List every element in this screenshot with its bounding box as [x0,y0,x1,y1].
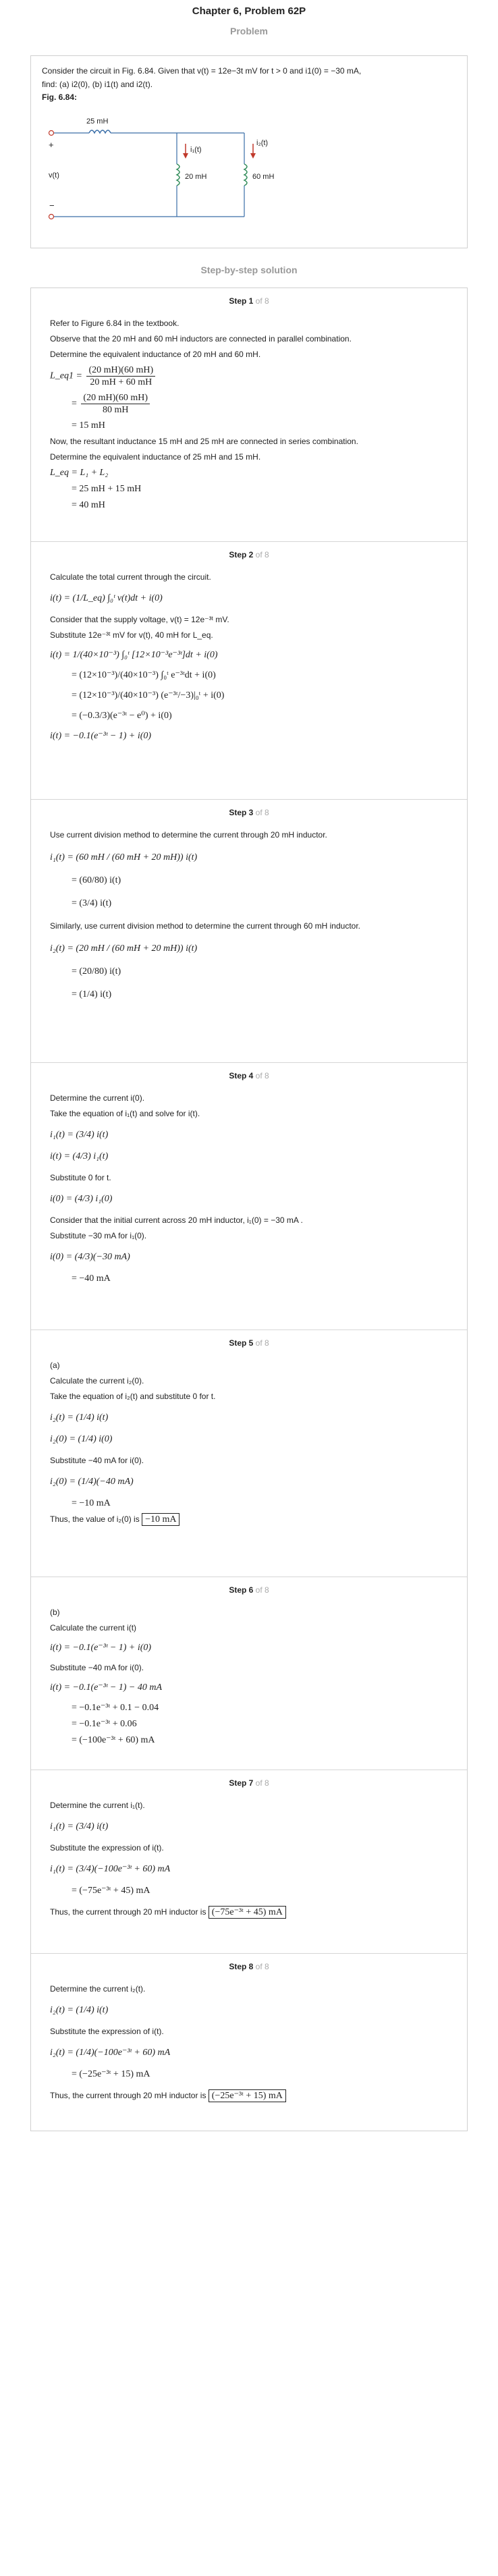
step-1-text: Refer to Figure 6.84 in the textbook. [50,319,179,328]
step-3-equation: = (1/4) i(t) [72,989,112,999]
step-8-text: Determine the current i₂(t). [50,1984,146,1994]
step-8-answer: Thus, the current through 20 mH inductor is (−25e⁻³ᵗ + 15) mA [50,2090,448,2102]
step-1-text: Now, the resultant inductance 15 mH and 25 mH are connected in series combination. [50,437,358,446]
step-4-text: Consider that the initial current across 20 mH inductor, i₁(0) = −30 mA . [50,1215,303,1225]
step-1-text: Determine the equivalent inductance of 25 mH and 15 mH. [50,452,261,462]
step-5-text: Calculate the current i₂(0). [50,1376,144,1386]
step-7-equation: i₁(t) = (3/4)(−100e⁻³ᵗ + 60) mA [50,1864,171,1874]
step-8 [31,1954,467,2131]
step-6-text: (b) [50,1608,60,1617]
step-1-equation: = 25 mH + 15 mH [72,484,142,494]
step-3-equation: = (20/80) i(t) [72,966,121,977]
step-7-text: Substitute the expression of i(t). [50,1843,164,1853]
step-3-text: Use current division method to determine the current through 20 mH inductor. [50,830,327,840]
step-4-equation: = −40 mA [72,1273,111,1284]
step-3-equation: = (60/80) i(t) [72,875,121,885]
current-arrow-i1-icon [183,153,188,159]
circuit-diagram [42,103,275,231]
step-8-equation: = (−25e⁻³ᵗ + 15) mA [72,2069,150,2079]
step-8-equation: i₂(t) = (1/4)(−100e⁻³ᵗ + 60) mA [50,2048,171,2058]
steps-card [30,287,468,2131]
step-7-equation: i₁(t) = (3/4) i(t) [50,1821,109,1832]
step-4-text: Take the equation of i₁(t) and solve for i(t). [50,1109,200,1118]
inductor-25mh-icon [89,130,111,133]
label-20mh: 20 mH [185,173,207,181]
step-6-equation: = (−100e⁻³ᵗ + 60) mA [72,1735,155,1745]
label-25mh: 25 mH [86,117,109,126]
step-5-text: (a) [50,1361,60,1370]
current-arrow-i2-icon [250,153,256,159]
step-5-equation: i₂(0) = (1/4) i(0) [50,1434,113,1444]
step-1-heading: Step 1 of 8 [229,296,269,306]
step-8-text: Substitute the expression of i(t). [50,2027,164,2036]
step-7-answer: Thus, the current through 20 mH inductor is (−75e⁻³ᵗ + 45) mA [50,1907,448,1918]
step-2-equation: = (12×10⁻³)/(40×10⁻³) ∫₀ᵗ e⁻³ᵗdt + i(0) [72,670,216,680]
step-8-heading: Step 8 of 8 [229,1962,269,1971]
problem-card [30,55,468,248]
step-3-heading: Step 3 of 8 [229,808,269,817]
step-2-equation: i(t) = −0.1(e⁻³ᵗ − 1) + i(0) [50,731,152,741]
step-8-equation: i₂(t) = (1/4) i(t) [50,2005,109,2015]
plus-sign: + [49,140,54,150]
step-4-equation: i₁(t) = (3/4) i(t) [50,1130,109,1140]
step-5-text: Substitute −40 mA for i(0). [50,1456,144,1465]
step-1-equation: = 15 mH [72,420,105,431]
label-60mh: 60 mH [252,173,275,181]
step-6-text: Substitute −40 mA for i(0). [50,1663,144,1672]
inductor-20mh-icon [177,164,179,186]
step-5-equation: i₂(t) = (1/4) i(t) [50,1413,109,1423]
source-label: v(t) [49,171,59,180]
step-4-equation: i(t) = (4/3) i₁(t) [50,1151,109,1161]
step-7-text: Determine the current i₁(t). [50,1801,145,1810]
step-4 [31,1063,467,1330]
step-1-equation: L_eq = L₁ + L₂ [50,468,109,478]
step-2-heading: Step 2 of 8 [229,550,269,559]
step-3 [31,800,467,1063]
inductor-60mh-icon [244,164,247,186]
step-6-heading: Step 6 of 8 [229,1585,269,1595]
step-6-equation: i(t) = −0.1(e⁻³ᵗ − 1) + i(0) [50,1643,152,1653]
step-2-text: Calculate the total current through the circuit. [50,572,211,582]
step-3-text: Similarly, use current division method to determine the current through 60 mH inductor. [50,921,360,931]
step-1-equation: = $\frac{(20 mH)(60 mH)}{80 mH}$ [50,392,448,416]
step-1-equation: = 40 mH [72,500,105,510]
page-title: Chapter 6, Problem 62P [192,5,306,17]
step-2-text: Consider that the supply voltage, v(t) = 12e⁻³ᵗ mV. [50,615,229,624]
problem-text-1: Consider the circuit in Fig. 6.84. Given that v(t) = 12e−3t mV for t > 0 and i1(0) = −30 mA, [42,66,362,76]
step-3-equation: = (3/4) i(t) [72,898,112,908]
step-4-text: Substitute 0 for t. [50,1173,111,1182]
answer-box: (−25e⁻³ᵗ + 15) mA [209,2089,286,2102]
step-6-equation: i(t) = −0.1(e⁻³ᵗ − 1) − 40 mA [50,1682,163,1693]
answer-box: −10 mA [142,1513,179,1526]
step-1-equation: L_eq1 = $\frac{(20 mH)(60 mH)}{20 mH + 60 mH}$ [50,364,448,388]
step-5-heading: Step 5 of 8 [229,1338,269,1348]
step-5 [31,1330,467,1577]
step-2-equation: = (12×10⁻³)/(40×10⁻³) (e⁻³ᵗ/−3)|₀ᵗ + i(0) [72,690,225,701]
answer-box: (−75e⁻³ᵗ + 45) mA [209,1906,286,1919]
minus-sign: − [49,200,55,211]
step-7-equation: = (−75e⁻³ᵗ + 45) mA [72,1886,150,1896]
step-4-text: Determine the current i(0). [50,1093,145,1103]
step-1-text: Observe that the 20 mH and 60 mH inductors are connected in parallel combination. [50,334,352,344]
label-i2: i₂(t) [256,139,269,147]
step-6 [31,1577,467,1770]
step-5-equation: = −10 mA [72,1498,111,1508]
terminal-top-icon [49,131,54,136]
figure-label: Fig. 6.84: [42,92,78,102]
step-4-text: Substitute −30 mA for i₁(0). [50,1231,147,1240]
step-4-equation: i(0) = (4/3)(−30 mA) [50,1252,130,1262]
step-7 [31,1770,467,1954]
step-5-text: Take the equation of i₂(t) and substitute 0 for t. [50,1392,216,1401]
step-4-heading: Step 4 of 8 [229,1071,269,1080]
step-1-text: Determine the equivalent inductance of 20 mH and 60 mH. [50,350,261,359]
step-2 [31,542,467,800]
step-5-equation: i₂(0) = (1/4)(−40 mA) [50,1477,134,1487]
step-2-equation: = (−0.3/3)(e⁻³ᵗ − e⁰) + i(0) [72,711,172,721]
step-4-equation: i(0) = (4/3) i₁(0) [50,1194,113,1204]
step-3-equation: i₁(t) = (60 mH / (60 mH + 20 mH)) i(t) [50,852,198,862]
step-2-equation: i(t) = (1/L_eq) ∫₀ᵗ v(t)dt + i(0) [50,593,163,603]
step-3-equation: i₂(t) = (20 mH / (60 mH + 20 mH)) i(t) [50,943,198,954]
terminal-bottom-icon [49,215,54,219]
problem-heading: Problem [229,26,268,36]
step-5-answer: Thus, the value of i₂(0) is −10 mA [50,1514,448,1525]
step-6-equation: = −0.1e⁻³ᵗ + 0.1 − 0.04 [72,1703,159,1713]
solution-heading: Step-by-step solution [200,265,298,275]
step-2-text: Substitute 12e⁻³ᵗ mV for v(t), 40 mH for L_eq. [50,630,213,640]
step-1 [31,288,467,542]
step-7-heading: Step 7 of 8 [229,1778,269,1788]
label-i1: i₁(t) [190,146,202,154]
problem-text-2: find: (a) i2(0), (b) i1(t) and i2(t). [42,80,153,89]
step-6-equation: = −0.1e⁻³ᵗ + 0.06 [72,1719,137,1729]
step-6-text: Calculate the current i(t) [50,1623,137,1633]
step-2-equation: i(t) = 1/(40×10⁻³) ∫₀ᵗ [12×10⁻³e⁻³ᵗ]dt + i(0) [50,650,218,660]
